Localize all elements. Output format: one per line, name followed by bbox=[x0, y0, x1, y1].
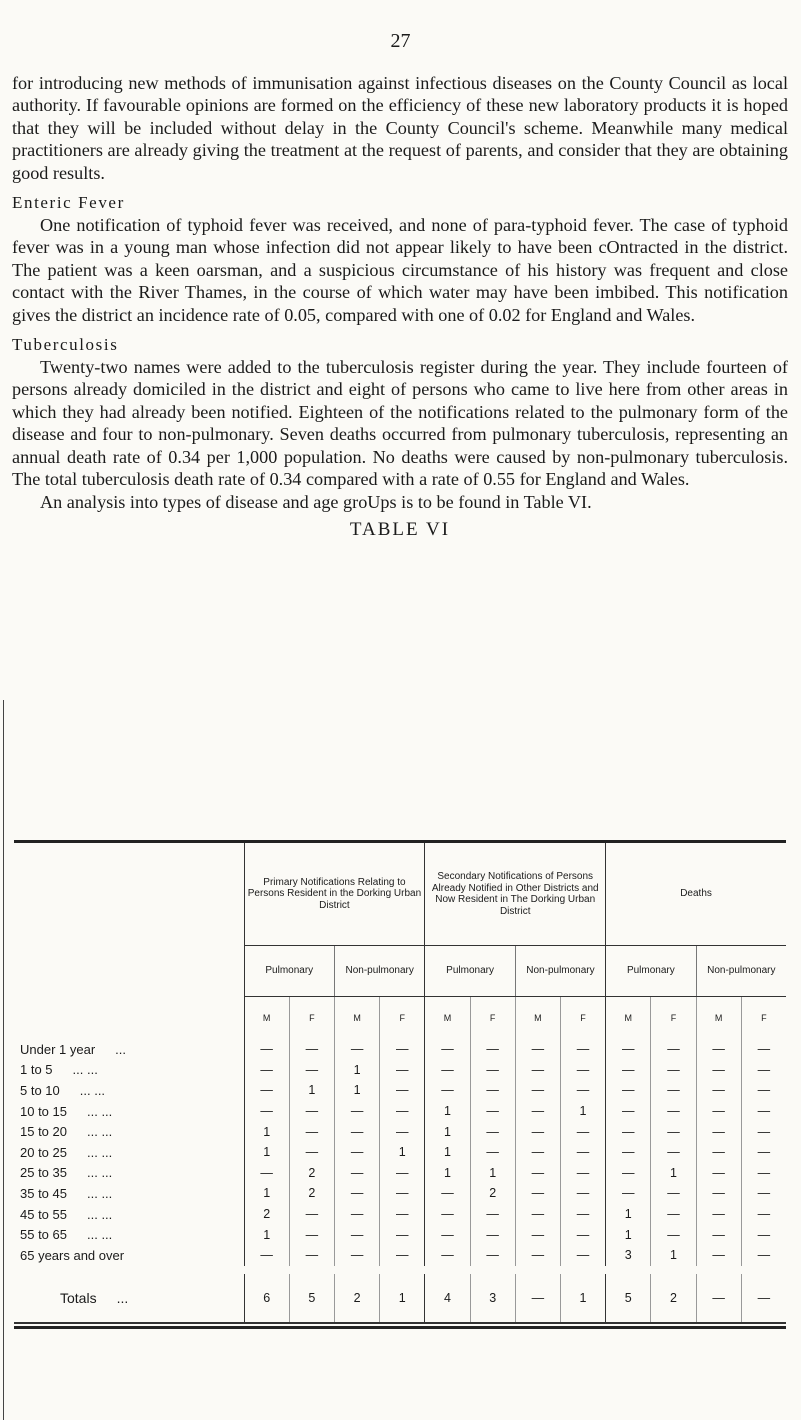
table-cell: — bbox=[244, 1101, 289, 1122]
row-label-dots: ... ... bbox=[87, 1144, 113, 1160]
table-row bbox=[14, 1080, 786, 1101]
table-cell: 1 bbox=[425, 1101, 470, 1122]
table-cell: — bbox=[560, 1183, 605, 1204]
row-label-text: 5 to 10 bbox=[20, 1082, 60, 1098]
table-cell: — bbox=[741, 1224, 786, 1245]
table-row bbox=[14, 1039, 786, 1060]
table-cell: — bbox=[470, 1142, 515, 1163]
table-cell: — bbox=[741, 1183, 786, 1204]
row-label-dots: ... ... bbox=[87, 1206, 113, 1222]
table-cell: — bbox=[425, 1204, 470, 1225]
table-cell: — bbox=[425, 1080, 470, 1101]
row-label bbox=[14, 1101, 244, 1122]
sex-header-m: M bbox=[696, 997, 741, 1040]
row-label-dots: ... ... bbox=[87, 1185, 113, 1201]
table-cell: — bbox=[335, 1163, 380, 1184]
table-cell: — bbox=[560, 1060, 605, 1081]
table-cell: — bbox=[696, 1163, 741, 1184]
table-cell: — bbox=[515, 1142, 560, 1163]
table-cell: — bbox=[289, 1101, 334, 1122]
table-cell: — bbox=[470, 1039, 515, 1060]
row-label-text: 15 to 20 bbox=[20, 1124, 67, 1140]
table-cell: 1 bbox=[380, 1274, 425, 1323]
table-cell: — bbox=[335, 1204, 380, 1225]
table-cell: — bbox=[606, 1039, 651, 1060]
table-cell: 1 bbox=[380, 1142, 425, 1163]
table-cell: — bbox=[651, 1121, 696, 1142]
row-label-dots: ... bbox=[116, 1289, 129, 1306]
table-cell: — bbox=[335, 1142, 380, 1163]
table-cell: — bbox=[425, 1183, 470, 1204]
table-cell: — bbox=[560, 1121, 605, 1142]
row-label-text: 20 to 25 bbox=[20, 1144, 67, 1160]
table-cell: — bbox=[696, 1039, 741, 1060]
table-cell: — bbox=[651, 1060, 696, 1081]
table-cell: — bbox=[470, 1245, 515, 1266]
table-cell: — bbox=[560, 1245, 605, 1266]
table-cell: — bbox=[515, 1274, 560, 1323]
row-label-text: 10 to 15 bbox=[20, 1103, 67, 1119]
table-cell: — bbox=[696, 1274, 741, 1323]
row-label bbox=[14, 1204, 244, 1225]
table-cell: 5 bbox=[606, 1274, 651, 1323]
pulmonary-header: Pulmonary bbox=[606, 946, 696, 997]
table-title: TABLE VI bbox=[349, 518, 451, 540]
table-cell: — bbox=[289, 1224, 334, 1245]
table-cell: — bbox=[244, 1080, 289, 1101]
table-cell: — bbox=[425, 1060, 470, 1081]
table-cell: — bbox=[741, 1121, 786, 1142]
table-cell: — bbox=[244, 1060, 289, 1081]
table-cell: — bbox=[560, 1163, 605, 1184]
table-cell: — bbox=[470, 1080, 515, 1101]
table-cell: — bbox=[606, 1060, 651, 1081]
table-cell: — bbox=[606, 1121, 651, 1142]
table-cell: 1 bbox=[244, 1183, 289, 1204]
sex-header-m: M bbox=[425, 997, 470, 1040]
table-cell: — bbox=[651, 1039, 696, 1060]
table-cell: — bbox=[470, 1204, 515, 1225]
table-cell: — bbox=[289, 1245, 334, 1266]
table-cell: 2 bbox=[244, 1204, 289, 1225]
sex-header-f: F bbox=[470, 997, 515, 1040]
table-cell: 2 bbox=[289, 1163, 334, 1184]
table-cell: — bbox=[289, 1142, 334, 1163]
table-cell: — bbox=[560, 1224, 605, 1245]
table-cell: — bbox=[380, 1101, 425, 1122]
table-cell: — bbox=[380, 1060, 425, 1081]
table-cell: — bbox=[335, 1121, 380, 1142]
table-cell: — bbox=[515, 1245, 560, 1266]
table-cell: 1 bbox=[425, 1142, 470, 1163]
table-row bbox=[14, 1121, 786, 1142]
table-cell: — bbox=[515, 1204, 560, 1225]
table-cell: — bbox=[380, 1245, 425, 1266]
table-cell: — bbox=[560, 1080, 605, 1101]
table-cell: — bbox=[696, 1080, 741, 1101]
table-cell: — bbox=[380, 1204, 425, 1225]
table-row bbox=[14, 1060, 786, 1081]
table-cell: 6 bbox=[244, 1274, 289, 1323]
row-label-text: 25 to 35 bbox=[20, 1165, 67, 1181]
table-cell: — bbox=[380, 1080, 425, 1101]
row-label-text: 35 to 45 bbox=[20, 1185, 67, 1201]
table-cell: — bbox=[515, 1080, 560, 1101]
non-pulmonary-header: Non-pulmonary bbox=[335, 946, 425, 997]
row-label bbox=[14, 1060, 244, 1081]
table-cell: — bbox=[515, 1039, 560, 1060]
table-cell: — bbox=[696, 1060, 741, 1081]
row-label-dots: ... ... bbox=[79, 1082, 106, 1098]
row-label bbox=[14, 1163, 244, 1184]
intro-paragraph: for introducing new methods of immunisation against infectious diseases on the County Council as local authority. If favourable opinions are formed on the efficiency of these new laboratory products it is hoped that they will be included without delay in the County Council's scheme. Meanwhile many medical practitioners are already giving the treatment at the request of parents, and consider that they are obtaining good results. bbox=[12, 73, 788, 183]
table-cell: — bbox=[244, 1039, 289, 1060]
table-cell: 1 bbox=[606, 1224, 651, 1245]
table-cell: — bbox=[244, 1163, 289, 1184]
table-cell: — bbox=[606, 1080, 651, 1101]
table-cell: 1 bbox=[425, 1163, 470, 1184]
row-label-dots: ... bbox=[115, 1041, 126, 1057]
table-cell: 2 bbox=[289, 1183, 334, 1204]
table-row bbox=[14, 1204, 786, 1225]
sex-header-m: M bbox=[515, 997, 560, 1040]
page-number: 27 bbox=[390, 30, 411, 52]
table-cell: — bbox=[606, 1163, 651, 1184]
row-label bbox=[14, 1121, 244, 1142]
table-cell: 1 bbox=[335, 1060, 380, 1081]
sex-header-m: M bbox=[606, 997, 651, 1040]
table-cell: 1 bbox=[560, 1101, 605, 1122]
table-cell: — bbox=[515, 1224, 560, 1245]
table-cell: — bbox=[651, 1142, 696, 1163]
table-bottom-rule bbox=[14, 1326, 786, 1329]
table-cell: — bbox=[696, 1183, 741, 1204]
table-cell: — bbox=[515, 1101, 560, 1122]
tuberculosis-paragraph: Twenty-two names were added to the tuberculosis register during the year. They include fourteen of persons already domiciled in the district and eight of persons who came to live here from other areas in which they had already been notified. Eighteen of the notifications related to the pulmonary form of the disease and four to non-pulmonary. Seven deaths occurred from pulmonary tuberculosis, representing an annual death rate of 0.34 per 1,000 population. No deaths were caused by non-pulmonary tuberculosis. The total tuberculosis death rate of 0.34 compared with a rate of 0.55 for England and Wales. bbox=[12, 357, 788, 490]
row-label-dots: ... ... bbox=[87, 1165, 113, 1181]
table-cell: — bbox=[606, 1142, 651, 1163]
tuberculosis-heading: Tuberculosis bbox=[12, 335, 119, 355]
table-cell: — bbox=[651, 1204, 696, 1225]
row-label bbox=[14, 1274, 244, 1323]
table-cell: — bbox=[289, 1204, 334, 1225]
table-body bbox=[14, 1039, 786, 1323]
table-cell: — bbox=[651, 1183, 696, 1204]
table-cell: — bbox=[335, 1224, 380, 1245]
row-label-dots: ... ... bbox=[87, 1103, 113, 1119]
pulmonary-header: Pulmonary bbox=[425, 946, 515, 997]
table-row bbox=[14, 1142, 786, 1163]
sex-header-m: M bbox=[244, 997, 289, 1040]
row-label bbox=[14, 1183, 244, 1204]
margin-rule bbox=[3, 700, 4, 1420]
table-cell: 2 bbox=[335, 1274, 380, 1323]
table-cell: — bbox=[696, 1204, 741, 1225]
table-cell: — bbox=[335, 1245, 380, 1266]
table-cell: — bbox=[470, 1101, 515, 1122]
table-cell: — bbox=[741, 1142, 786, 1163]
table-cell: — bbox=[606, 1101, 651, 1122]
row-label bbox=[14, 1080, 244, 1101]
sex-header-f: F bbox=[560, 997, 605, 1040]
table-cell: — bbox=[380, 1163, 425, 1184]
table-cell: — bbox=[560, 1204, 605, 1225]
table-cell: — bbox=[696, 1245, 741, 1266]
table-cell: — bbox=[741, 1245, 786, 1266]
enteric-fever-heading: Enteric Fever bbox=[12, 193, 125, 213]
row-label bbox=[14, 1224, 244, 1245]
table-cell: 1 bbox=[244, 1224, 289, 1245]
table-cell: 4 bbox=[425, 1274, 470, 1323]
table-cell: 1 bbox=[244, 1142, 289, 1163]
tuberculosis-table bbox=[14, 840, 786, 1324]
primary-notifications-header: Primary Notifications Relating to Persons Resident in the Dorking Urban District bbox=[244, 842, 425, 946]
table-cell: — bbox=[380, 1039, 425, 1060]
row-label-text: 45 to 55 bbox=[20, 1206, 67, 1222]
spacer-cell bbox=[14, 1266, 786, 1274]
row-label bbox=[14, 1039, 244, 1060]
table-cell: — bbox=[425, 1224, 470, 1245]
body-text bbox=[12, 72, 788, 545]
non-pulmonary-header: Non-pulmonary bbox=[515, 946, 605, 997]
table-cell: — bbox=[335, 1183, 380, 1204]
sex-header-f: F bbox=[651, 997, 696, 1040]
table-cell: — bbox=[560, 1142, 605, 1163]
row-label-dots: ... ... bbox=[87, 1227, 113, 1243]
table-cell: — bbox=[425, 1245, 470, 1266]
row-label bbox=[14, 1142, 244, 1163]
table-cell: 1 bbox=[651, 1245, 696, 1266]
table-cell: — bbox=[696, 1121, 741, 1142]
table-cell: — bbox=[470, 1121, 515, 1142]
table-cell: — bbox=[651, 1224, 696, 1245]
table-cell: — bbox=[335, 1039, 380, 1060]
enteric-fever-paragraph: One notification of typhoid fever was received, and none of para-typhoid fever. The case of typhoid fever was in a young man whose infection did not appear likely to have been cOntracted in the district. The patient was a keen oarsman, and a suspicious circumstance of his history was frequent and close contact with the River Thames, in the course of which water may have been imbibed. This notification gives the district an incidence rate of 0.05, compared with one of 0.02 for England and Wales. bbox=[12, 215, 788, 325]
table-cell: — bbox=[741, 1060, 786, 1081]
table-cell: 1 bbox=[289, 1080, 334, 1101]
table-cell: 1 bbox=[244, 1121, 289, 1142]
table-cell: 2 bbox=[470, 1183, 515, 1204]
table-cell: — bbox=[289, 1039, 334, 1060]
table-cell: — bbox=[380, 1224, 425, 1245]
table-cell: — bbox=[696, 1101, 741, 1122]
totals-row bbox=[14, 1274, 786, 1323]
table-cell: 1 bbox=[606, 1204, 651, 1225]
table-cell: — bbox=[515, 1163, 560, 1184]
table-vi bbox=[14, 840, 786, 1329]
table-cell: 1 bbox=[470, 1163, 515, 1184]
sex-header-m: M bbox=[335, 997, 380, 1040]
table-cell: 5 bbox=[289, 1274, 334, 1323]
row-label-text: 55 to 65 bbox=[20, 1227, 67, 1243]
table-row bbox=[14, 1163, 786, 1184]
table-cell: — bbox=[696, 1224, 741, 1245]
table-cell: — bbox=[470, 1224, 515, 1245]
row-label bbox=[14, 1245, 244, 1266]
row-label-text: 1 to 5 bbox=[20, 1062, 53, 1078]
table-cell: — bbox=[380, 1183, 425, 1204]
table-cell: — bbox=[380, 1121, 425, 1142]
sex-header-f: F bbox=[289, 997, 334, 1040]
table-cell: 3 bbox=[606, 1245, 651, 1266]
secondary-notifications-header: Secondary Notifications of Persons Already Notified in Other Districts and Now Resident in The Dorking Urban District bbox=[425, 842, 606, 946]
table-row bbox=[14, 1101, 786, 1122]
row-label-dots: ... ... bbox=[87, 1124, 113, 1140]
row-label-text: 65 years and over bbox=[20, 1247, 125, 1263]
table-cell: — bbox=[515, 1121, 560, 1142]
table-cell: — bbox=[289, 1121, 334, 1142]
table-cell: — bbox=[425, 1039, 470, 1060]
table-cell: — bbox=[741, 1163, 786, 1184]
pulmonary-header: Pulmonary bbox=[244, 946, 334, 997]
table-row bbox=[14, 1224, 786, 1245]
sex-header-f: F bbox=[380, 997, 425, 1040]
table-cell: — bbox=[696, 1142, 741, 1163]
spacer-row bbox=[14, 1266, 786, 1274]
table-cell: — bbox=[741, 1274, 786, 1323]
table-cell: — bbox=[289, 1060, 334, 1081]
table-cell: 1 bbox=[425, 1121, 470, 1142]
table-row bbox=[14, 1183, 786, 1204]
table-reference-paragraph: An analysis into types of disease and age groUps is to be found in Table VI. bbox=[40, 491, 592, 512]
table-cell: 1 bbox=[335, 1080, 380, 1101]
table-cell: 1 bbox=[651, 1163, 696, 1184]
table-cell: — bbox=[741, 1039, 786, 1060]
table-cell: — bbox=[651, 1101, 696, 1122]
table-cell: — bbox=[741, 1101, 786, 1122]
table-cell: — bbox=[606, 1183, 651, 1204]
deaths-header: Deaths bbox=[606, 842, 786, 946]
table-cell: 1 bbox=[560, 1274, 605, 1323]
sex-header-f: F bbox=[741, 997, 786, 1040]
age-column-header bbox=[14, 842, 244, 1040]
table-cell: — bbox=[651, 1080, 696, 1101]
table-cell: — bbox=[741, 1080, 786, 1101]
row-label-text: Under 1 year bbox=[20, 1041, 96, 1057]
table-cell: 2 bbox=[651, 1274, 696, 1323]
row-label-dots: ... ... bbox=[72, 1062, 98, 1078]
row-label-text: Totals bbox=[60, 1289, 97, 1306]
table-cell: — bbox=[244, 1245, 289, 1266]
non-pulmonary-header: Non-pulmonary bbox=[696, 946, 786, 997]
table-cell: 3 bbox=[470, 1274, 515, 1323]
table-cell: — bbox=[335, 1101, 380, 1122]
table-cell: — bbox=[560, 1039, 605, 1060]
table-cell: — bbox=[741, 1204, 786, 1225]
table-cell: — bbox=[470, 1060, 515, 1081]
group-header-row bbox=[14, 842, 786, 946]
table-cell: — bbox=[515, 1183, 560, 1204]
table-row bbox=[14, 1245, 786, 1266]
table-cell: — bbox=[515, 1060, 560, 1081]
